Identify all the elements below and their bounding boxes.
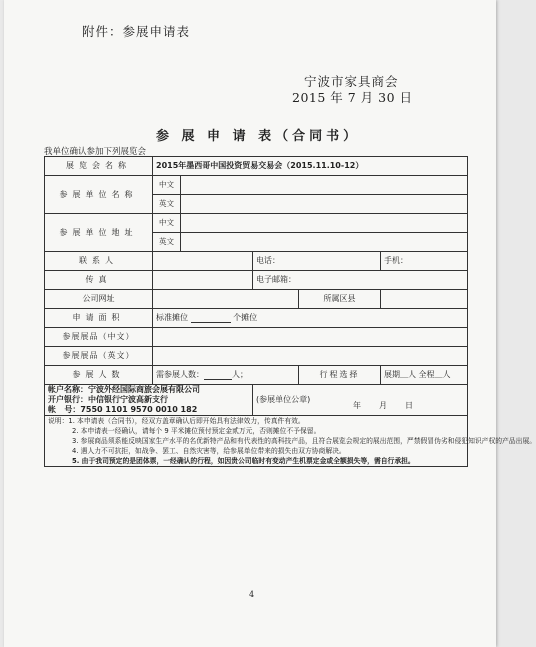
company-address-label: 参展单位地址 bbox=[45, 214, 153, 252]
document-page bbox=[4, 0, 536, 647]
notes-section bbox=[45, 416, 536, 467]
people-count-blank[interactable] bbox=[204, 371, 232, 380]
region-field[interactable] bbox=[381, 290, 468, 309]
stamp-label: (参展单位公章) bbox=[256, 395, 311, 404]
products-cn-label: 参展展品（中文） bbox=[45, 328, 153, 347]
note-5: 5. 由于我司预定的是团体票，一经确认的行程，如因贵公司临时有变动产生机票定金或全额损失等，需自行承担。 bbox=[72, 457, 415, 465]
contact-label: 联系人 bbox=[45, 252, 153, 271]
form-intro: 我单位确认参加下列展览会 bbox=[44, 147, 147, 157]
bank-account-number: 帐 号：7550 1101 9570 0010 182 bbox=[48, 405, 198, 414]
page-number: 4 bbox=[249, 590, 255, 599]
row-bank bbox=[45, 385, 468, 416]
itinerary-label: 行程选择 bbox=[299, 366, 381, 385]
note-3: 3. 参展商品须系能反映国家生产水平的名优新特产品和有代表性的高科技产品，且符合展览会规定的展出范围，严禁假冒伪劣和侵犯知识产权的产品出展。 bbox=[72, 437, 536, 445]
row-exhibition bbox=[45, 157, 468, 176]
row-website bbox=[45, 290, 468, 309]
stamp-date: 年月日 bbox=[353, 401, 432, 410]
itinerary-options[interactable]: 展期＿人 全程＿人 bbox=[381, 366, 468, 385]
company-address-en-field[interactable] bbox=[181, 233, 468, 252]
area-label: 申请面积 bbox=[45, 309, 153, 328]
mobile-field[interactable] bbox=[381, 252, 468, 271]
fax-label: 传真 bbox=[45, 271, 153, 290]
email-label: 电子邮箱： bbox=[256, 275, 296, 284]
company-name-cn-tag: 中文 bbox=[153, 176, 181, 195]
phone-field[interactable] bbox=[253, 252, 381, 271]
area-text-a: 标准摊位 bbox=[156, 313, 188, 322]
note-4: 4. 遇人力不可抗拒，如战争、罢工、自然灾害等，给参展单位带来的损失由双方协商解决。 bbox=[72, 447, 346, 455]
row-area bbox=[45, 309, 468, 328]
products-en-field[interactable] bbox=[153, 347, 468, 366]
row-contact bbox=[45, 252, 468, 271]
row-company-address-cn bbox=[45, 214, 468, 233]
row-company-name-cn bbox=[45, 176, 468, 195]
form-title: 参 展 申 请 表（合同书） bbox=[156, 129, 361, 144]
organizer-name: 宁波市家具商会 bbox=[304, 74, 399, 89]
company-name-en-field[interactable] bbox=[181, 195, 468, 214]
products-en-label: 参展展品（英文） bbox=[45, 347, 153, 366]
people-unit: 人； bbox=[232, 370, 248, 379]
company-stamp-area[interactable] bbox=[253, 385, 468, 416]
note-2: 2. 本申请表一经确认，请每个 9 平米摊位预付预定金贰万元，否则摊位不予保留。 bbox=[72, 427, 321, 435]
mobile-label: 手机： bbox=[384, 256, 408, 265]
application-form-table bbox=[44, 156, 536, 467]
people-field[interactable] bbox=[153, 366, 299, 385]
booth-count-blank[interactable] bbox=[191, 314, 231, 323]
company-address-cn-tag: 中文 bbox=[153, 214, 181, 233]
contact-field[interactable] bbox=[153, 252, 253, 271]
company-address-cn-field[interactable] bbox=[181, 214, 468, 233]
note-1: 说明：1. 本申请表（合同书），经双方盖章确认后即开始具有法律效力，传真件有效。 bbox=[48, 417, 305, 425]
row-people bbox=[45, 366, 468, 385]
issue-date: 2015 年 7 月 30 日 bbox=[292, 90, 413, 105]
area-field[interactable] bbox=[153, 309, 468, 328]
company-name-label: 参展单位名称 bbox=[45, 176, 153, 214]
exhibition-label: 展览会名称 bbox=[45, 157, 153, 176]
attachment-label: 附件：参展申请表 bbox=[82, 24, 191, 39]
fax-field[interactable] bbox=[153, 271, 253, 290]
people-needed-label: 需参展人数： bbox=[156, 370, 204, 379]
area-text-b: 个摊位 bbox=[233, 313, 258, 322]
website-field[interactable] bbox=[153, 290, 299, 309]
row-products-cn bbox=[45, 328, 468, 347]
products-cn-field[interactable] bbox=[153, 328, 468, 347]
company-address-en-tag: 英文 bbox=[153, 233, 181, 252]
people-label: 参展人数 bbox=[45, 366, 153, 385]
bank-name: 开户银行：中信银行宁波高新支行 bbox=[48, 395, 168, 404]
row-fax bbox=[45, 271, 468, 290]
email-field[interactable] bbox=[253, 271, 468, 290]
company-name-cn-field[interactable] bbox=[181, 176, 468, 195]
company-name-en-tag: 英文 bbox=[153, 195, 181, 214]
row-products-en bbox=[45, 347, 468, 366]
bank-account-name: 帐户名称：宁波外经国际商旅会展有限公司 bbox=[48, 385, 200, 394]
phone-label: 电话： bbox=[256, 256, 280, 265]
region-label: 所属区县 bbox=[299, 290, 381, 309]
row-notes bbox=[45, 416, 468, 467]
exhibition-name: 2015年墨西哥中国投资贸易交易会（2015.11.10-12） bbox=[153, 157, 468, 176]
website-label: 公司网址 bbox=[45, 290, 153, 309]
bank-info bbox=[45, 385, 253, 416]
